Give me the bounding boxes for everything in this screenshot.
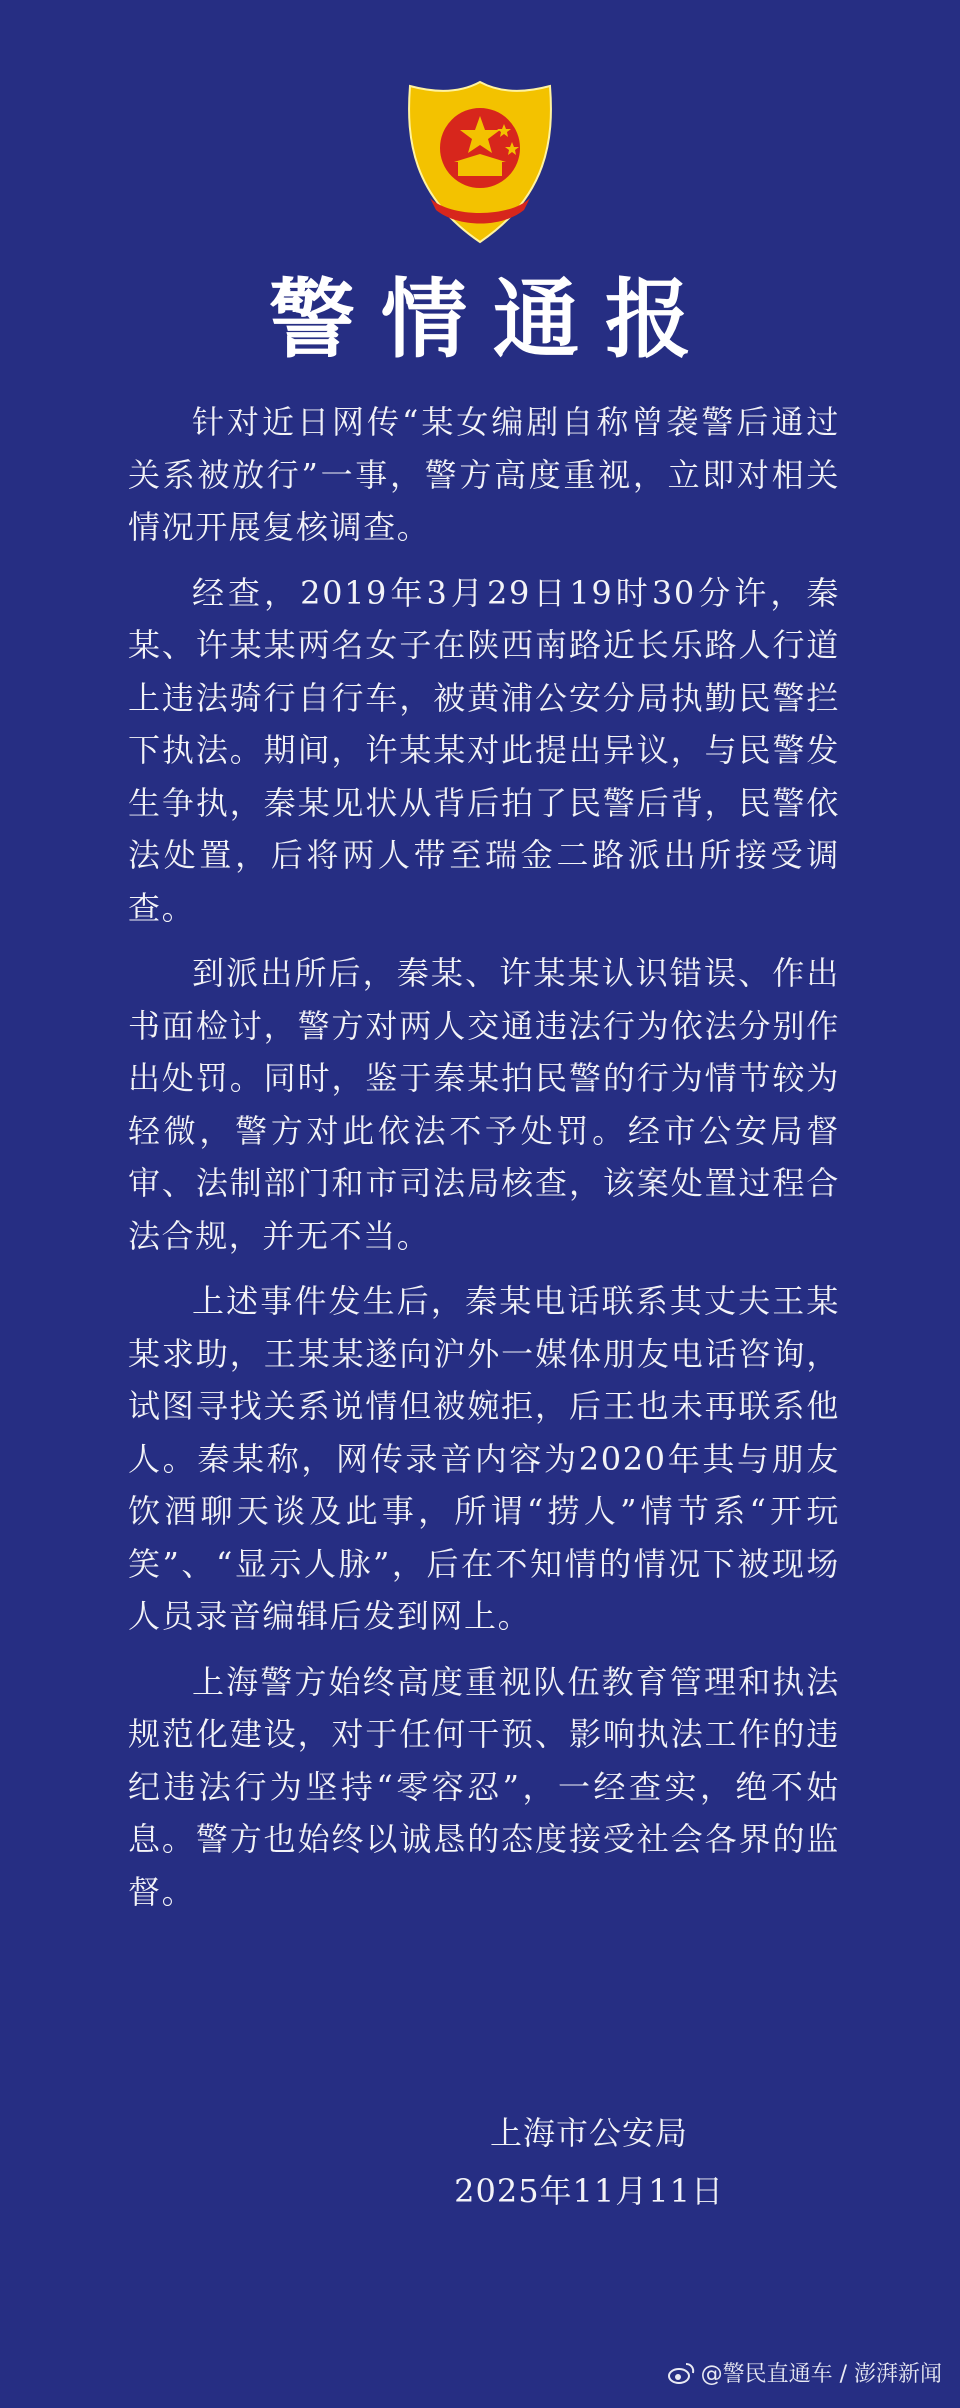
paragraph-5: 上海警方始终高度重视队伍教育管理和执法规范化建设，对于任何干预、影响执法工作的违纪违法行为坚持“零容忍”，一经查实，绝不姑息。警方也始终以诚恳的态度接受社会各界的监督。 <box>128 1662 840 1911</box>
watermark-text: @警民直通车 / 澎湃新闻 <box>700 2362 942 2387</box>
issuer-name: 上海市公安局 <box>490 2114 689 2152</box>
police-emblem-icon <box>404 78 556 246</box>
paragraph-3: 到派出所后，秦某、许某某认识错误、作出书面检讨，警方对两人交通违法行为依法分别作出处罚。同时，鉴于秦某拍民警的行为情节较为轻微，警方对此依法不予处罚。经市公安局督审、法制部门和市司法局核查，该案处置过程合法合规，并无不当。 <box>128 954 840 1255</box>
paragraph-4: 上述事件发生后，秦某电话联系其丈夫王某某求助，王某某遂向沪外一媒体朋友电话咨询，试图寻找关系说情但被婉拒，后王也未再联系他人。秦某称，网传录音内容为2020年其与朋友饮酒聊天谈及此事，所谓“捞人”情节系“开玩笑”、“显示人脉”，后在不知情的情况下被现场人员录音编辑后发到网上。 <box>128 1282 840 1635</box>
issue-date: 2025年11月11日 <box>454 2172 724 2210</box>
source-watermark <box>667 2357 942 2388</box>
document-body <box>128 396 840 1931</box>
paragraph-2: 经查，2019年3月29日19时30分许，秦某、许某某两名女子在陕西南路近长乐路人行道上违法骑行自行车，被黄浦公安分局执勤民警拦下执法。期间，许某某对此提出异议，与民警发生争执，秦某见状从背后拍了民警后背，民警依法处置，后将两人带至瑞金二路派出所接受调查。 <box>128 573 840 927</box>
weibo-icon <box>667 2361 695 2385</box>
signature-block <box>454 2104 724 2220</box>
paragraph-1: 针对近日网传“某女编剧自称曾袭警后通过关系被放行”一事，警方高度重视，立即对相关情况开展复核调查。 <box>128 403 840 546</box>
document-title: 警情通报 <box>269 270 717 370</box>
